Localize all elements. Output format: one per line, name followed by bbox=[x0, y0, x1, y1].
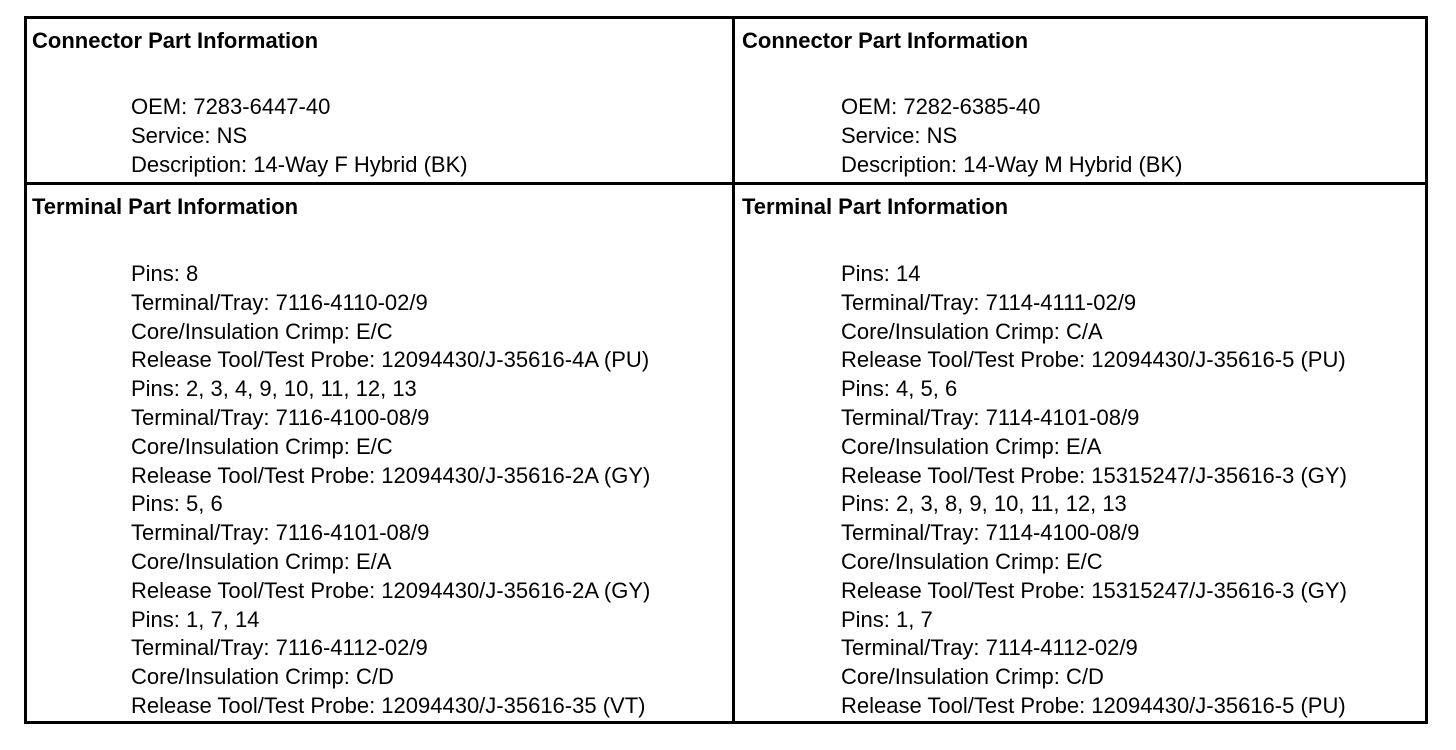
detail-line: Release Tool/Test Probe: 15315247/J-35616-3 (GY) bbox=[841, 577, 1347, 603]
terminal-right-title: Terminal Part Information bbox=[742, 194, 1009, 219]
detail-line: Terminal/Tray: 7116-4100-08/9 bbox=[131, 404, 430, 430]
detail-line: Terminal/Tray: 7116-4110-02/9 bbox=[131, 289, 428, 315]
column-divider bbox=[732, 16, 735, 724]
detail-line: Terminal/Tray: 7114-4111-02/9 bbox=[841, 289, 1137, 315]
detail-line: Pins: 1, 7, 14 bbox=[131, 606, 260, 632]
detail-line: Pins: 14 bbox=[841, 261, 921, 286]
detail-line: Description: 14-Way M Hybrid (BK) bbox=[841, 151, 1183, 177]
detail-line: Description: 14-Way F Hybrid (BK) bbox=[131, 151, 468, 177]
detail-line: Core/Insulation Crimp: C/D bbox=[841, 664, 1104, 690]
connector-left-title: Connector Part Information bbox=[32, 28, 319, 53]
connector-right-title: Connector Part Information bbox=[742, 28, 1029, 53]
detail-line: Release Tool/Test Probe: 12094430/J-35616-2A (GY) bbox=[131, 462, 651, 488]
detail-line: OEM: 7282-6385-40 bbox=[841, 94, 1041, 119]
detail-line: Terminal/Tray: 7116-4101-08/9 bbox=[131, 520, 430, 546]
detail-line: Core/Insulation Crimp: E/C bbox=[131, 318, 393, 344]
detail-line: Pins: 5, 6 bbox=[131, 491, 223, 517]
detail-line: Release Tool/Test Probe: 12094430/J-35616-5 (PU) bbox=[841, 347, 1346, 373]
detail-line: Pins: 4, 5, 6 bbox=[841, 376, 958, 402]
detail-line: Terminal/Tray: 7114-4100-08/9 bbox=[841, 520, 1140, 546]
terminal-left-details bbox=[131, 260, 650, 721]
detail-line: Terminal/Tray: 7116-4112-02/9 bbox=[131, 635, 428, 661]
row-divider bbox=[24, 182, 1428, 185]
detail-line: Pins: 1, 7 bbox=[841, 606, 933, 632]
detail-line: Release Tool/Test Probe: 12094430/J-35616-5 (PU) bbox=[841, 692, 1346, 718]
detail-line: Release Tool/Test Probe: 15315247/J-35616-3 (GY) bbox=[841, 462, 1347, 488]
detail-line: Service: NS bbox=[841, 122, 958, 148]
detail-line: Terminal/Tray: 7114-4101-08/9 bbox=[841, 404, 1140, 430]
detail-line: Terminal/Tray: 7114-4112-02/9 bbox=[841, 635, 1138, 661]
detail-line: Release Tool/Test Probe: 12094430/J-35616-2A (GY) bbox=[131, 577, 651, 603]
connector-left-details bbox=[131, 93, 468, 179]
detail-line: Release Tool/Test Probe: 12094430/J-35616-4A (PU) bbox=[131, 347, 650, 373]
detail-line: Core/Insulation Crimp: C/D bbox=[131, 664, 394, 690]
detail-line: Service: NS bbox=[131, 122, 248, 148]
detail-line: Pins: 2, 3, 4, 9, 10, 11, 12, 13 bbox=[131, 376, 417, 402]
detail-line: Release Tool/Test Probe: 12094430/J-35616-35 (VT) bbox=[131, 692, 646, 718]
terminal-right-details bbox=[841, 260, 1347, 721]
connector-right-details bbox=[841, 93, 1182, 179]
detail-line: Pins: 8 bbox=[131, 261, 199, 286]
detail-line: Pins: 2, 3, 8, 9, 10, 11, 12, 13 bbox=[841, 491, 1127, 517]
detail-line: Core/Insulation Crimp: E/C bbox=[131, 433, 393, 459]
detail-line: Core/Insulation Crimp: C/A bbox=[841, 318, 1103, 344]
detail-line: Core/Insulation Crimp: E/A bbox=[131, 548, 392, 574]
detail-line: Core/Insulation Crimp: E/A bbox=[841, 433, 1102, 459]
terminal-left-title: Terminal Part Information bbox=[32, 194, 299, 219]
detail-line: Core/Insulation Crimp: E/C bbox=[841, 548, 1103, 574]
detail-line: OEM: 7283-6447-40 bbox=[131, 94, 331, 119]
